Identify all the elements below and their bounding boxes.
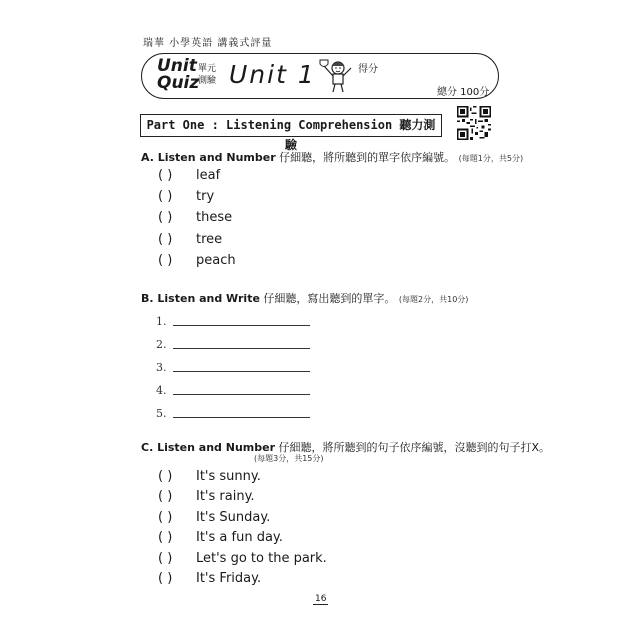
write-line-rule — [173, 417, 310, 418]
list-item — [158, 469, 261, 484]
list-item — [158, 168, 220, 183]
write-line-number: 3. — [156, 361, 167, 374]
list-item — [158, 210, 232, 225]
write-line-rule — [173, 325, 310, 326]
section-a-title: A. Listen and Number — [141, 151, 276, 164]
answer-blank[interactable]: ( ) — [158, 469, 173, 484]
answer-blank[interactable]: ( ) — [158, 551, 173, 566]
option-text: leaf — [196, 168, 221, 183]
section-c-heading — [141, 439, 550, 455]
section-a-heading — [141, 149, 523, 165]
section-b-note: (每題2分，共10分) — [398, 295, 469, 304]
write-line-number: 5. — [156, 407, 167, 420]
unit-quiz-label — [157, 58, 199, 92]
answer-blank[interactable]: ( ) — [158, 571, 173, 586]
answer-blank[interactable]: ( ) — [158, 510, 173, 525]
answer-blank[interactable]: ( ) — [158, 232, 173, 247]
write-line-number: 4. — [156, 384, 167, 397]
list-item — [158, 189, 214, 204]
unit-test-label — [198, 63, 216, 87]
answer-blank[interactable]: ( ) — [158, 189, 173, 204]
list-item — [158, 253, 236, 268]
page-number: 16 — [315, 594, 327, 604]
answer-blank[interactable]: ( ) — [158, 253, 173, 268]
option-text: these — [196, 210, 233, 225]
list-item — [158, 551, 327, 566]
list-item — [158, 530, 283, 545]
list-item — [158, 489, 255, 504]
write-line[interactable] — [156, 338, 167, 351]
publisher-line: 瑞華 小學英語 講義式評量 — [143, 38, 273, 49]
write-line-rule — [173, 348, 310, 349]
total-score-label: 總分 100分 — [437, 87, 490, 98]
option-text: It's Friday. — [196, 571, 262, 586]
option-text: tree — [196, 232, 223, 247]
section-c-title: C. Listen and Number — [141, 441, 276, 454]
write-line-rule — [173, 394, 310, 395]
trophy-kid-icon — [318, 58, 358, 94]
answer-blank[interactable]: ( ) — [158, 210, 173, 225]
section-b-instructions: 仔細聽，寫出聽到的單字。 — [263, 292, 396, 305]
section-a-instructions: 仔細聽，將所聽到的單字依序編號。 — [279, 151, 456, 164]
unit-quiz-line2: Quiz — [157, 73, 200, 93]
qr-code-icon[interactable] — [457, 106, 491, 140]
unit-test-label-line2: 測驗 — [198, 76, 217, 86]
section-c-note: (每題3分，共15分) — [254, 454, 324, 463]
option-text: It's rainy. — [196, 489, 255, 504]
unit-test-label-line1: 單元 — [198, 64, 217, 74]
write-line-rule — [173, 371, 310, 372]
write-line-number: 2. — [156, 338, 167, 351]
part-one-title: Part One : Listening Comprehension 聽力測驗 — [140, 114, 442, 137]
option-text: try — [196, 189, 215, 204]
option-text: It's a fun day. — [196, 530, 283, 545]
write-line-number: 1. — [156, 315, 167, 328]
unit-quiz-line1: Unit — [157, 56, 197, 76]
write-line[interactable] — [156, 407, 167, 420]
option-text: It's Sunday. — [196, 510, 271, 525]
option-text: peach — [196, 253, 236, 268]
option-text: It's sunny. — [196, 469, 261, 484]
answer-blank[interactable]: ( ) — [158, 168, 173, 183]
section-c-instructions: 仔細聽，將所聽到的句子依序編號，沒聽到的句子打X。 — [278, 441, 551, 454]
write-line[interactable] — [156, 315, 167, 328]
answer-blank[interactable]: ( ) — [158, 530, 173, 545]
section-a-note: (每題1分，共5分) — [458, 154, 524, 163]
list-item — [158, 510, 270, 525]
option-text: Let's go to the park. — [196, 551, 327, 566]
write-line[interactable] — [156, 384, 167, 397]
answer-blank[interactable]: ( ) — [158, 489, 173, 504]
section-b-title: B. Listen and Write — [141, 292, 260, 305]
score-label: 得分 — [358, 64, 378, 75]
section-b-heading — [141, 290, 468, 306]
write-line[interactable] — [156, 361, 167, 374]
list-item — [158, 571, 261, 586]
list-item — [158, 232, 222, 247]
unit-title: Unit 1 — [229, 60, 316, 89]
